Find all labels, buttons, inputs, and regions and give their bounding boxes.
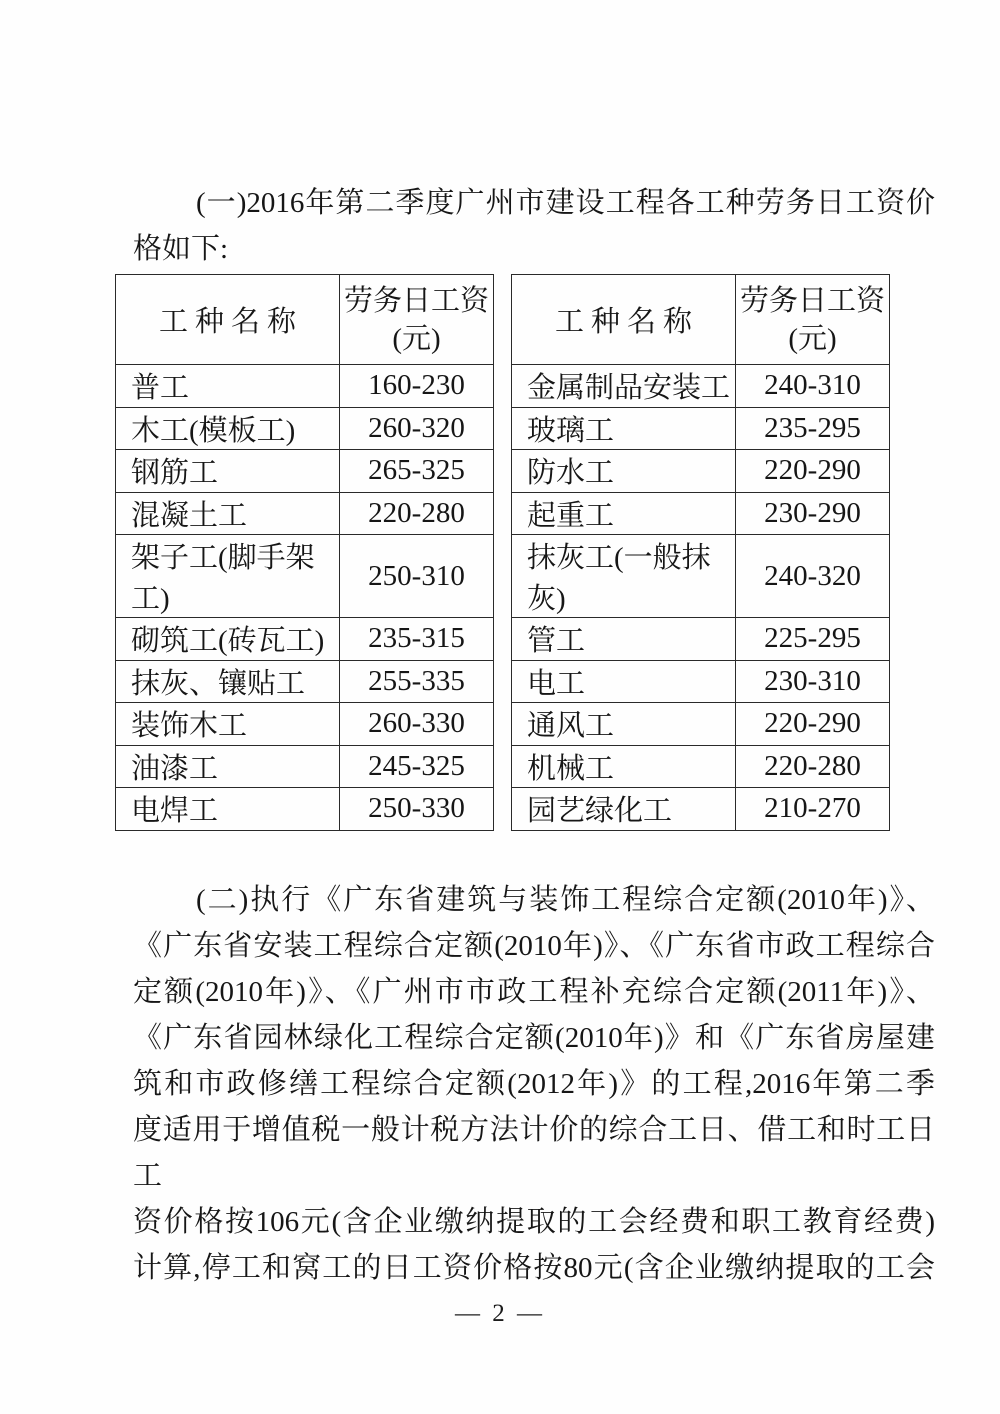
body-line-7: 资价格按106元(含企业缴纳提取的工会经费和职工教育经费) xyxy=(133,1205,935,1238)
wage-cell: 245-325 xyxy=(340,745,494,788)
job-name-cell: 通风工 xyxy=(512,703,736,746)
intro-line-2: 格如下: xyxy=(133,233,229,265)
wage-table-right xyxy=(511,274,890,831)
table-row xyxy=(116,788,494,831)
body-line-8: 计算,停工和窝工的日工资价格按80元(含企业缴纳提取的工会 xyxy=(133,1251,935,1284)
job-name-cell: 机械工 xyxy=(512,745,736,788)
table-row xyxy=(116,407,494,450)
wage-cell: 220-280 xyxy=(340,492,494,535)
wage-cell: 235-295 xyxy=(736,407,890,450)
wage-cell: 240-310 xyxy=(736,365,890,408)
wage-cell: 230-310 xyxy=(736,660,890,703)
body-line-5: 筑和市政修缮工程综合定额(2012年)》的工程,2016年第二季 xyxy=(133,1067,935,1100)
body-line-2: 《广东省安装工程综合定额(2010年)》、《广东省市政工程综合 xyxy=(133,929,935,962)
job-name-cell: 油漆工 xyxy=(116,745,340,788)
table-row xyxy=(512,407,890,450)
table-row xyxy=(512,788,890,831)
table-row xyxy=(512,618,890,661)
table-row xyxy=(116,745,494,788)
job-name-cell: 砌筑工(砖瓦工) xyxy=(116,618,340,661)
table-row xyxy=(512,703,890,746)
wage-tables xyxy=(115,274,890,831)
body-paragraph xyxy=(133,877,935,1291)
job-name-cell: 普工 xyxy=(116,365,340,408)
wage-cell: 225-295 xyxy=(736,618,890,661)
job-name-cell: 防水工 xyxy=(512,450,736,493)
wage-cell: 250-330 xyxy=(340,788,494,831)
job-name-cell: 玻璃工 xyxy=(512,407,736,450)
table-row xyxy=(116,450,494,493)
job-column-header: 工种名称 xyxy=(116,275,340,365)
table-row xyxy=(512,535,890,618)
wage-column-header xyxy=(736,275,890,365)
table-row xyxy=(512,492,890,535)
wage-cell: 220-280 xyxy=(736,745,890,788)
table-row xyxy=(116,365,494,408)
wage-cell: 220-290 xyxy=(736,703,890,746)
page-number: — 2 — xyxy=(455,1300,545,1327)
body-line-3: 定额(2010年)》、《广州市市政工程补充综合定额(2011年)》、 xyxy=(133,975,935,1008)
table-row xyxy=(116,618,494,661)
wage-cell: 210-270 xyxy=(736,788,890,831)
job-name-cell: 钢筋工 xyxy=(116,450,340,493)
job-name-cell: 装饰木工 xyxy=(116,703,340,746)
wage-cell: 230-290 xyxy=(736,492,890,535)
job-name-cell: 金属制品安装工 xyxy=(512,365,736,408)
job-name-cell: 木工(模板工) xyxy=(116,407,340,450)
wage-cell: 250-310 xyxy=(340,535,494,618)
job-column-header: 工种名称 xyxy=(512,275,736,365)
intro-line-1: (一)2016年第二季度广州市建设工程各工种劳务日工资价 xyxy=(196,187,935,219)
table-row xyxy=(512,745,890,788)
job-name-cell: 架子工(脚手架工) xyxy=(116,535,340,618)
wage-header-line-2: (元) xyxy=(392,322,441,355)
wage-cell: 160-230 xyxy=(340,365,494,408)
wage-header-line-1: 劳务日工资 xyxy=(343,284,489,317)
job-name-cell: 起重工 xyxy=(512,492,736,535)
wage-cell: 220-290 xyxy=(736,450,890,493)
body-line-4: 《广东省园林绿化工程综合定额(2010年)》和《广东省房屋建 xyxy=(133,1021,935,1054)
body-line-1: (二)执行《广东省建筑与装饰工程综合定额(2010年)》、 xyxy=(196,883,935,916)
job-name-cell: 抹灰、镶贴工 xyxy=(116,660,340,703)
table-header-row xyxy=(116,275,494,365)
table-row xyxy=(116,535,494,618)
wage-table-left xyxy=(115,274,494,831)
wage-cell: 240-320 xyxy=(736,535,890,618)
wage-cell: 260-330 xyxy=(340,703,494,746)
table-row xyxy=(116,660,494,703)
job-name-cell: 管工 xyxy=(512,618,736,661)
table-header-row xyxy=(512,275,890,365)
job-name-cell: 混凝土工 xyxy=(116,492,340,535)
body-line-6: 度适用于增值税一般计税方法计价的综合工日、借工和时工日工 xyxy=(133,1113,935,1192)
table-row xyxy=(512,450,890,493)
wage-cell: 255-335 xyxy=(340,660,494,703)
intro-paragraph xyxy=(133,0,935,272)
job-name-cell: 电工 xyxy=(512,660,736,703)
table-row xyxy=(116,703,494,746)
wage-cell: 235-315 xyxy=(340,618,494,661)
wage-cell: 265-325 xyxy=(340,450,494,493)
wage-header-line-1: 劳务日工资 xyxy=(739,284,885,317)
wage-cell: 260-320 xyxy=(340,407,494,450)
table-row xyxy=(116,492,494,535)
wage-column-header xyxy=(340,275,494,365)
table-row xyxy=(512,660,890,703)
job-name-cell: 抹灰工(一般抹灰) xyxy=(512,535,736,618)
job-name-cell: 园艺绿化工 xyxy=(512,788,736,831)
wage-header-line-2: (元) xyxy=(788,322,837,355)
table-row xyxy=(512,365,890,408)
job-name-cell: 电焊工 xyxy=(116,788,340,831)
